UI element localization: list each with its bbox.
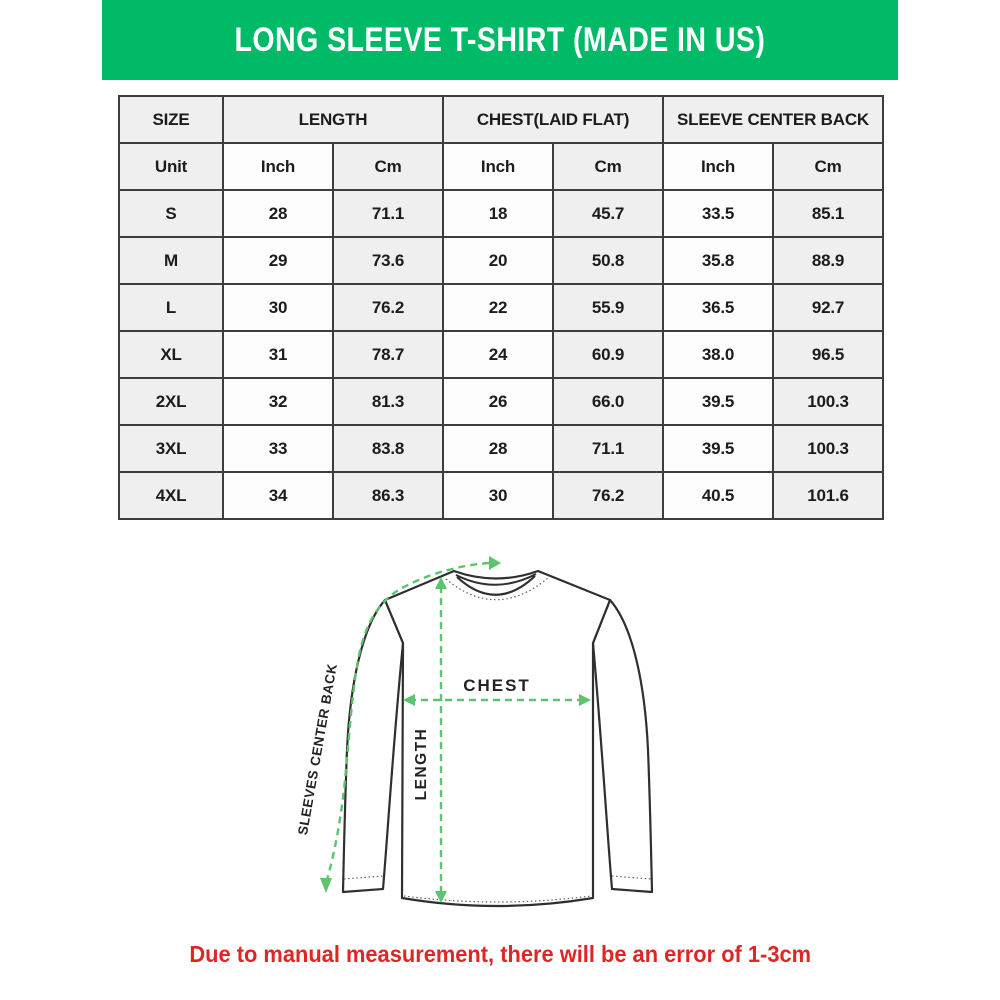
title-banner (102, 0, 898, 80)
value-cell: 39.5 (663, 378, 773, 425)
value-cell: 50.8 (553, 237, 663, 284)
value-cell: 28 (223, 190, 333, 237)
chest-measure-label: CHEST (463, 676, 531, 695)
table-row-xl (119, 331, 883, 378)
unit-chest-inch: Inch (443, 143, 553, 190)
value-cell: 76.2 (333, 284, 443, 331)
value-cell: 30 (443, 472, 553, 519)
value-cell: 96.5 (773, 331, 883, 378)
table-row-3xl (119, 425, 883, 472)
table-row-m (119, 237, 883, 284)
size-label: XL (119, 331, 223, 378)
value-cell: 78.7 (333, 331, 443, 378)
size-label: 4XL (119, 472, 223, 519)
value-cell: 34 (223, 472, 333, 519)
unit-row (119, 143, 883, 190)
value-cell: 30 (223, 284, 333, 331)
value-cell: 20 (443, 237, 553, 284)
value-cell: 60.9 (553, 331, 663, 378)
measurement-disclaimer (0, 941, 1000, 968)
value-cell: 100.3 (773, 425, 883, 472)
value-cell: 76.2 (553, 472, 663, 519)
arrowhead-right-icon (489, 556, 501, 570)
value-cell: 28 (443, 425, 553, 472)
value-cell: 29 (223, 237, 333, 284)
size-label: 3XL (119, 425, 223, 472)
value-cell: 35.8 (663, 237, 773, 284)
value-cell: 33.5 (663, 190, 773, 237)
tshirt-right-sleeve (593, 600, 652, 892)
value-cell: 85.1 (773, 190, 883, 237)
unit-sleeve-inch: Inch (663, 143, 773, 190)
value-cell: 92.7 (773, 284, 883, 331)
length-measure-label: LENGTH (413, 727, 430, 801)
value-cell: 71.1 (333, 190, 443, 237)
value-cell: 66.0 (553, 378, 663, 425)
col-header-size: SIZE (119, 96, 223, 143)
value-cell: 22 (443, 284, 553, 331)
value-cell: 73.6 (333, 237, 443, 284)
tshirt-left-sleeve (343, 600, 403, 892)
value-cell: 45.7 (553, 190, 663, 237)
value-cell: 40.5 (663, 472, 773, 519)
value-cell: 32 (223, 378, 333, 425)
unit-chest-cm: Cm (553, 143, 663, 190)
table-row-2xl (119, 378, 883, 425)
value-cell: 24 (443, 331, 553, 378)
value-cell: 101.6 (773, 472, 883, 519)
unit-label-cell: Unit (119, 143, 223, 190)
sleeve-center-back-measure-label: SLEEVES CENTER BACK (295, 662, 341, 837)
unit-length-inch: Inch (223, 143, 333, 190)
value-cell: 36.5 (663, 284, 773, 331)
value-cell: 81.3 (333, 378, 443, 425)
unit-sleeve-cm: Cm (773, 143, 883, 190)
value-cell: 88.9 (773, 237, 883, 284)
disclaimer-text: Due to manual measurement, there will be an error of 1-3cm (189, 941, 811, 967)
value-cell: 38.0 (663, 331, 773, 378)
size-label: L (119, 284, 223, 331)
value-cell: 83.8 (333, 425, 443, 472)
table-row-s (119, 190, 883, 237)
value-cell: 71.1 (553, 425, 663, 472)
size-label: S (119, 190, 223, 237)
value-cell: 31 (223, 331, 333, 378)
size-measurement-table (118, 95, 884, 520)
table-row-l (119, 284, 883, 331)
size-label: 2XL (119, 378, 223, 425)
size-label: M (119, 237, 223, 284)
value-cell: 55.9 (553, 284, 663, 331)
value-cell: 26 (443, 378, 553, 425)
col-header-chest: CHEST(LAID FLAT) (443, 96, 663, 143)
value-cell: 86.3 (333, 472, 443, 519)
col-header-length: LENGTH (223, 96, 443, 143)
table-header-row (119, 96, 883, 143)
col-header-sleeve: SLEEVE CENTER BACK (663, 96, 883, 143)
value-cell: 18 (443, 190, 553, 237)
arrowhead-down-icon (320, 878, 332, 893)
value-cell: 33 (223, 425, 333, 472)
unit-length-cm: Cm (333, 143, 443, 190)
value-cell: 100.3 (773, 378, 883, 425)
value-cell: 39.5 (663, 425, 773, 472)
tshirt-measurement-diagram (280, 540, 720, 940)
page-title: LONG SLEEVE T-SHIRT (MADE IN US) (234, 20, 766, 59)
table-row-4xl (119, 472, 883, 519)
